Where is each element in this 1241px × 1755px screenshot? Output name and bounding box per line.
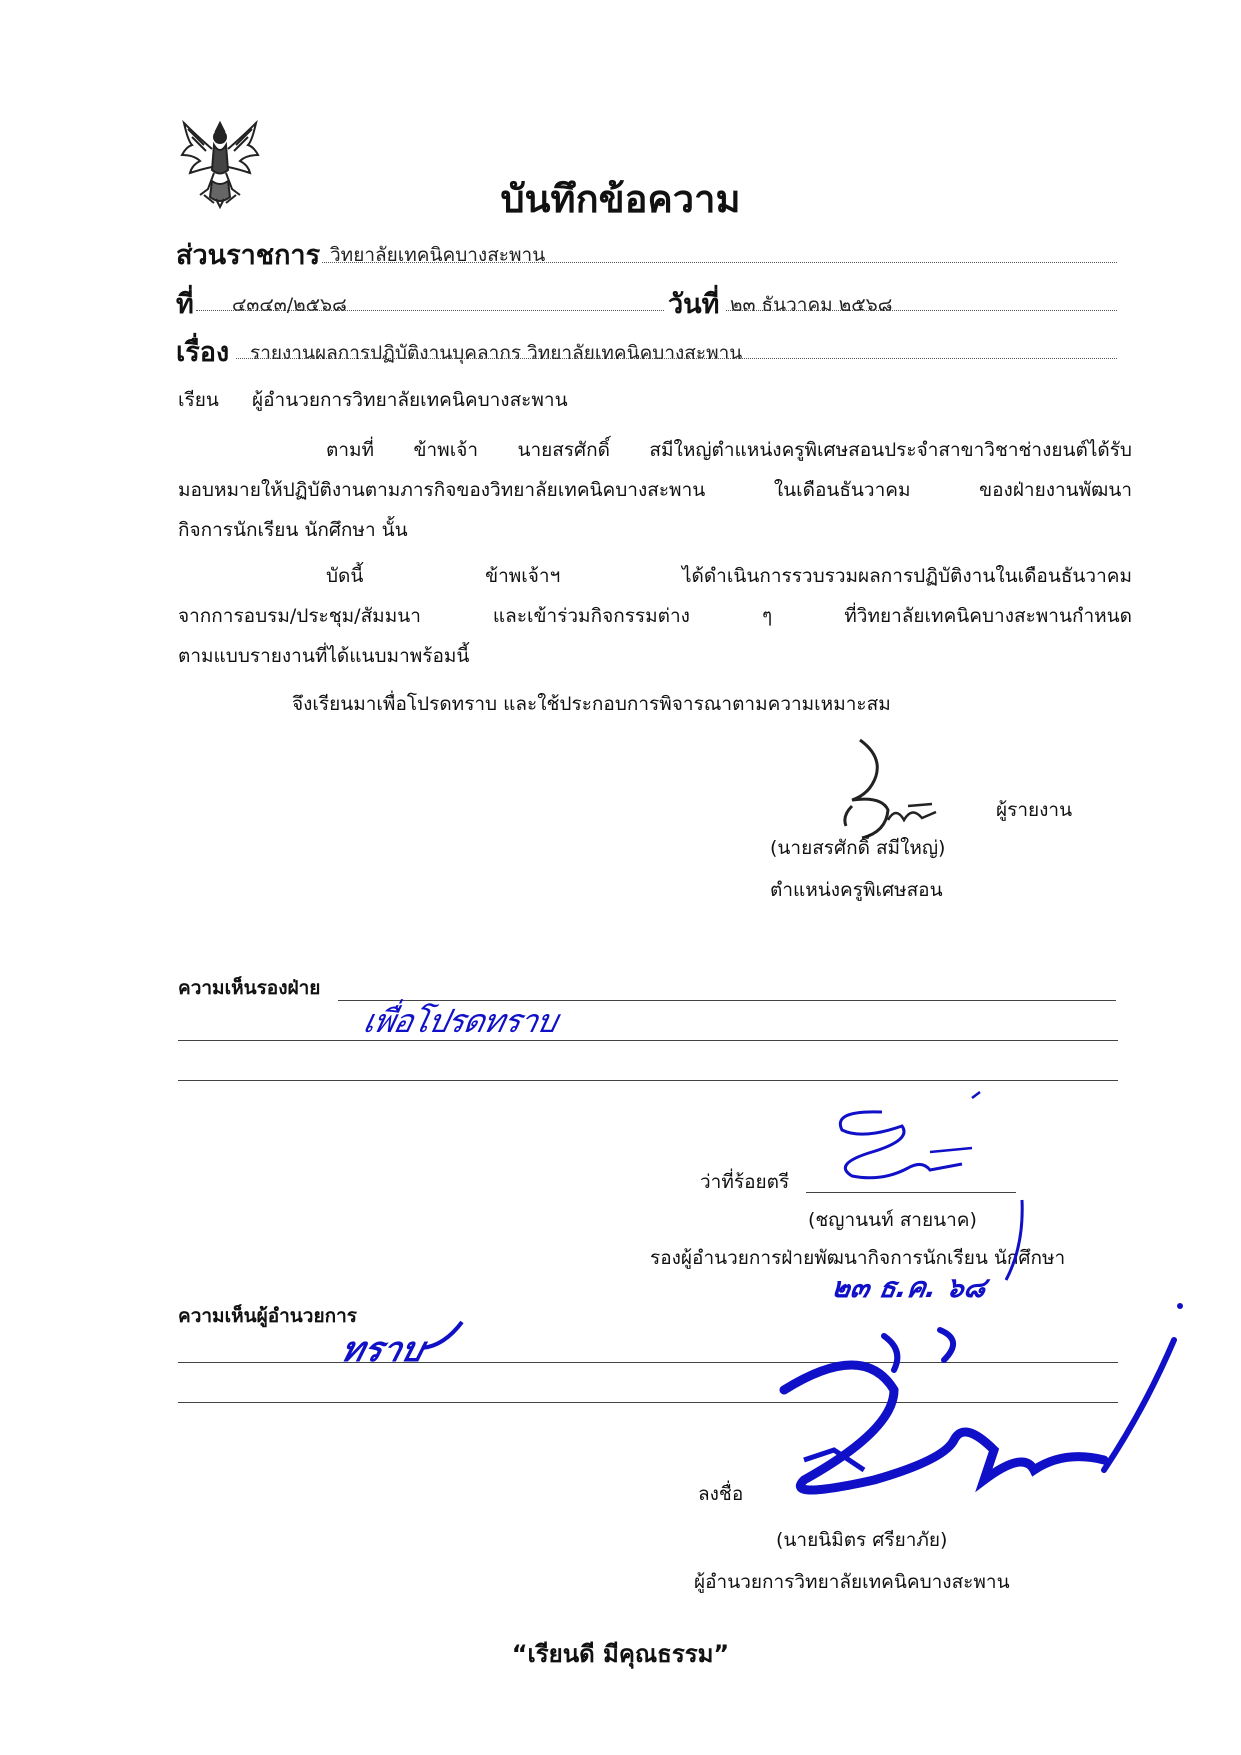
number-dotted-line: [196, 310, 664, 311]
salutation-value: ผู้อำนวยการวิทยาลัยเทคนิคบางสะพาน: [252, 389, 568, 411]
director-position: ผู้อำนวยการวิทยาลัยเทคนิคบางสะพาน: [694, 1571, 1010, 1593]
deputy-opinion-line-3: [178, 1080, 1118, 1081]
agency-dotted-line: [322, 262, 1117, 263]
date-dotted-line: [726, 310, 1117, 311]
document-number-value: ๔๓๔๓/๒๕๖๘: [232, 294, 347, 316]
director-sign-label: ลงชื่อ: [698, 1483, 744, 1505]
agency-label: ส่วนราชการ: [176, 240, 321, 271]
subject-value: รายงานผลการปฏิบัติงานบุคลากร วิทยาลัยเทคนิคบางสะพาน: [250, 342, 743, 364]
date-value: ๒๓ ธันวาคม ๒๕๖๘: [730, 294, 893, 316]
director-opinion-line-1: [178, 1362, 1118, 1363]
director-opinion-label: ความเห็นผู้อำนวยการ: [178, 1305, 357, 1327]
paragraph-1-line-2: มอบหมายให้ปฏิบัติงานตามภารกิจของวิทยาลัยเทคนิคบางสะพาน ในเดือนธันวาคม ของฝ่ายงานพัฒนา: [178, 479, 1132, 501]
deputy-opinion-label: ความเห็นรองฝ่าย: [178, 977, 321, 999]
closing-sentence: จึงเรียนมาเพื่อโปรดทราบ และใช้ประกอบการพิจารณาตามความเหมาะสม: [292, 693, 891, 715]
college-motto: “เรียนดี มีคุณธรรม”: [511, 1640, 730, 1668]
reporter-name: (นายสรศักดิ์ สมีใหญ่): [770, 837, 946, 859]
paragraph-2-line-2: จากการอบรม/ประชุม/สัมมนา และเข้าร่วมกิจกรรมต่าง ๆ ที่วิทยาลัยเทคนิคบางสะพานกำหนด: [178, 605, 1132, 627]
paragraph-1-line-3: กิจการนักเรียน นักศึกษา นั้น: [178, 519, 408, 541]
deputy-handwritten-date: ๒๓ ธ.ค. ๖๘: [829, 1271, 989, 1304]
director-signature: [744, 1300, 1184, 1520]
salutation-label: เรียน: [178, 389, 219, 411]
reporter-role: ผู้รายงาน: [996, 799, 1073, 821]
deputy-position: รองผู้อำนวยการฝ่ายพัฒนากิจการนักเรียน นักศึกษา: [650, 1247, 1066, 1269]
director-handwritten-comment: ทราบ: [336, 1330, 429, 1370]
director-opinion-line-2: [178, 1402, 1118, 1403]
deputy-name: (ชญานนท์ สายนาค): [808, 1209, 977, 1231]
reporter-position: ตำแหน่งครูพิเศษสอน: [770, 879, 943, 901]
paragraph-2-line-3: ตามแบบรายงานที่ได้แนบมาพร้อมนี้: [178, 645, 470, 667]
document-number-label: ที่: [176, 289, 194, 320]
director-name: (นายนิมิตร ศรียาภัย): [776, 1529, 948, 1551]
deputy-opinion-line-2: [178, 1040, 1118, 1041]
agency-value: วิทยาลัยเทคนิคบางสะพาน: [330, 244, 546, 266]
deputy-rank: ว่าที่ร้อยตรี: [700, 1171, 790, 1193]
paragraph-1-line-1: ตามที่ ข้าพเจ้า นายสรศักดิ์ สมีใหญ่ตำแหน่งครูพิเศษสอนประจำสาขาวิชาช่างยนต์ได้รับ: [326, 439, 1132, 461]
paragraph-2-line-1: บัดนี้ ข้าพเจ้าฯ ได้ดำเนินการรวบรวมผลการปฏิบัติงานในเดือนธันวาคม: [326, 565, 1132, 587]
document-title: บันทึกข้อความ: [500, 177, 741, 221]
subject-label: เรื่อง: [176, 337, 230, 368]
subject-dotted-line: [236, 358, 1117, 359]
date-label: วันที่: [668, 289, 720, 320]
deputy-signature-line: [806, 1192, 1016, 1193]
deputy-handwritten-comment: เพื่อโปรดทราบ: [360, 1002, 561, 1040]
